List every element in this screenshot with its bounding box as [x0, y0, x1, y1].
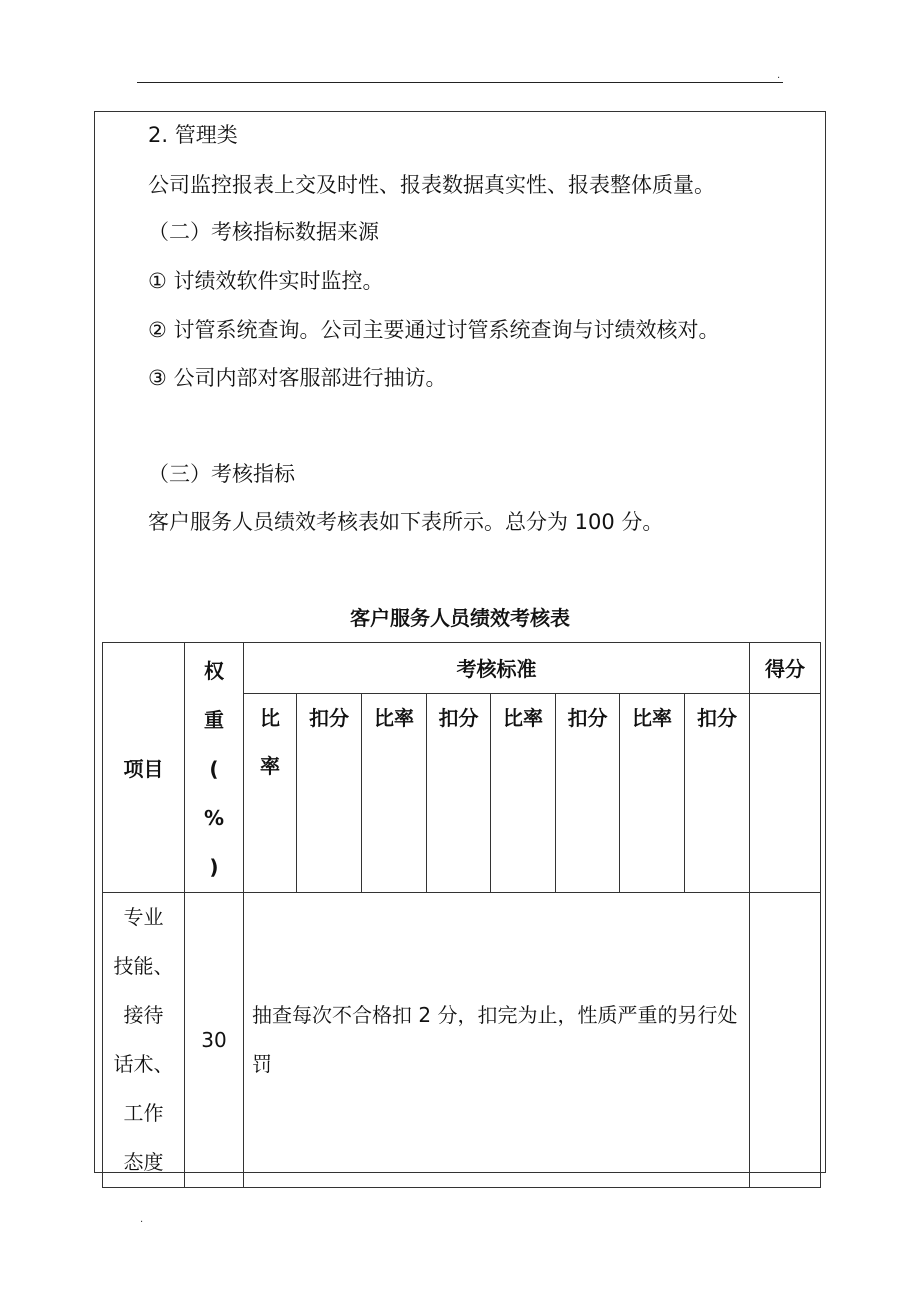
header-weight-line: %	[203, 806, 225, 830]
row-item-line: 态度	[123, 1150, 164, 1174]
header-dot: .	[777, 70, 781, 81]
header-weight-line: 权	[204, 659, 224, 683]
header-standard: 考核标准	[244, 643, 750, 694]
list-item-data-source-3: ③ 公司内部对客服部进行抽访。	[148, 366, 447, 390]
header-weight	[185, 643, 244, 893]
header-sub-ratio-2: 比率	[362, 693, 427, 892]
header-weight-line: )	[209, 855, 219, 879]
table-row	[103, 893, 821, 1188]
header-sub-ratio-line: 比	[260, 705, 280, 730]
row-score	[750, 893, 821, 1188]
table-title: 客户服务人员绩效考核表	[350, 606, 570, 630]
row-item-line: 技能、	[113, 954, 174, 978]
header-sub-ratio-1	[244, 693, 297, 892]
header-score: 得分	[750, 643, 821, 694]
section-heading-data-source: （二）考核指标数据来源	[148, 220, 379, 244]
header-sub-ratio-3: 比率	[491, 693, 556, 892]
row-item	[103, 893, 185, 1188]
list-item-data-source-1: ① 讨绩效软件实时监控。	[148, 269, 384, 293]
row-item-line: 话术、	[113, 1052, 174, 1076]
header-sub-deduct-2: 扣分	[427, 693, 491, 892]
header-score-empty	[750, 693, 821, 892]
paragraph-management-indicators: 公司监控报表上交及时性、报表数据真实性、报表整体质量。	[148, 173, 715, 197]
header-sub-deduct-1: 扣分	[297, 693, 362, 892]
row-item-line: 工作	[123, 1101, 164, 1125]
row-item-line: 接待	[123, 1003, 164, 1027]
footer-dot: .	[140, 1214, 144, 1225]
header-sub-ratio-4: 比率	[620, 693, 685, 892]
list-item-data-source-2: ② 讨管系统查询。公司主要通过讨管系统查询与讨绩效核对。	[148, 318, 720, 342]
header-weight-line: 重	[204, 708, 224, 732]
section-heading-indicators: （三）考核指标	[148, 462, 295, 486]
header-rule	[137, 82, 783, 83]
row-criteria: 抽查每次不合格扣 2 分，扣完为止，性质严重的另行处罚	[244, 893, 750, 1188]
header-sub-deduct-4: 扣分	[685, 693, 750, 892]
row-item-line: 专业	[123, 905, 164, 929]
header-sub-ratio-line: 率	[260, 753, 280, 778]
header-item: 项目	[103, 643, 185, 893]
header-sub-deduct-3: 扣分	[556, 693, 620, 892]
header-weight-line: (	[209, 757, 219, 781]
row-weight: 30	[185, 893, 244, 1188]
kpi-table	[102, 642, 821, 1188]
paragraph-table-intro: 客户服务人员绩效考核表如下表所示。总分为 100 分。	[148, 510, 664, 534]
section-heading-management: 2. 管理类	[148, 123, 238, 147]
